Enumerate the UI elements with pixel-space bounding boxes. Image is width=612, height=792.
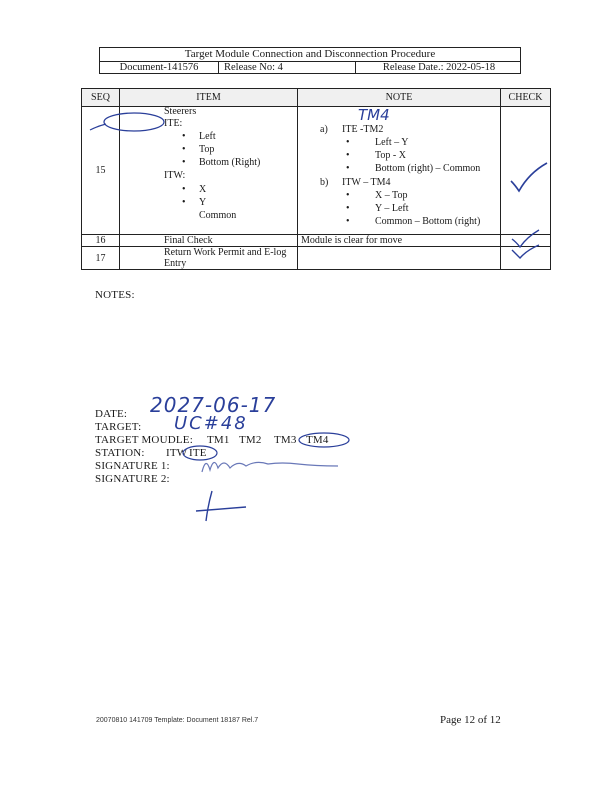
ite-circle-annotation	[88, 108, 168, 136]
date-value[interactable]: 2027-06-17	[150, 393, 277, 417]
station-option-ite[interactable]: ITE	[189, 447, 207, 459]
notes-label: NOTES:	[95, 289, 135, 301]
station-option-itw[interactable]: ITW	[166, 447, 188, 459]
list-item: Left	[199, 131, 216, 142]
column-header-item: ITEM	[120, 89, 298, 107]
document-header	[99, 47, 521, 74]
bullet-icon: •	[346, 203, 350, 214]
row-check[interactable]	[501, 247, 551, 270]
list-item: X	[199, 184, 207, 195]
signature-2-scribble[interactable]	[190, 485, 260, 525]
template-reference: 20070810 141709 Template: Document 18187 Rel.7	[96, 717, 259, 724]
target-module-label: TARGET MOUDLE:	[95, 434, 193, 446]
document-number: Document-141576	[100, 61, 219, 74]
tm4-circle-annotation	[296, 430, 352, 450]
row-item: Return Work Permit and E-log Entry	[120, 247, 298, 270]
list-item: Common – Bottom (right)	[375, 216, 481, 227]
release-number: Release No: 4	[218, 61, 356, 74]
table-header-row	[82, 89, 551, 107]
bullet-icon: •	[182, 197, 186, 208]
bullet-icon: •	[346, 137, 350, 148]
row-note: Module is clear for move	[298, 235, 501, 247]
bullet-icon: •	[346, 150, 350, 161]
signature-1-scribble[interactable]	[198, 450, 348, 480]
bullet-icon: •	[346, 190, 350, 201]
note-marker: b)	[320, 177, 329, 188]
bullet-icon: •	[346, 216, 350, 227]
list-item: X – Top	[375, 190, 408, 201]
row-seq: 17	[82, 247, 120, 270]
list-item: Common	[199, 210, 237, 221]
station-label: STATION:	[95, 447, 145, 459]
list-item: Left – Y	[375, 137, 409, 148]
row-item: Final Check	[120, 235, 298, 247]
bullet-icon: •	[346, 163, 350, 174]
item-heading: Steerers	[164, 106, 197, 117]
list-item: Y	[199, 197, 207, 208]
row-seq: 16	[82, 235, 120, 247]
itw-label: ITW:	[164, 170, 186, 181]
column-header-check: CHECK	[501, 89, 551, 107]
list-item: Y – Left	[375, 203, 409, 214]
list-item: Top - X	[375, 150, 406, 161]
note-itw-text: ITW – TM4	[342, 177, 391, 188]
target-label: TARGET:	[95, 421, 142, 433]
target-value[interactable]: UC#48	[174, 413, 248, 434]
bullet-icon: •	[182, 131, 186, 142]
list-item: Bottom (right) – Common	[375, 163, 481, 174]
row-note	[298, 247, 501, 270]
target-module-option-tm2[interactable]: TM2	[239, 434, 262, 446]
list-item: Top	[199, 144, 215, 155]
bullet-icon: •	[182, 184, 186, 195]
checkmark-icon	[505, 159, 555, 199]
handwritten-correction: TM4	[358, 106, 390, 124]
release-date: Release Date.: 2022-05-18	[382, 62, 496, 73]
target-module-option-tm4[interactable]: TM4	[306, 434, 329, 446]
signature-2-label: SIGNATURE 2:	[95, 473, 170, 485]
target-module-option-tm1[interactable]: TM1	[207, 434, 230, 446]
checkmark-icon	[509, 244, 549, 260]
page-number: Page 12 of 12	[440, 714, 501, 726]
note-marker: a)	[320, 124, 328, 135]
row-seq: 15	[82, 107, 120, 235]
target-module-option-tm3[interactable]: TM3	[274, 434, 297, 446]
row-check[interactable]	[501, 107, 551, 235]
table-row	[82, 235, 551, 247]
signature-1-label: SIGNATURE 1:	[95, 460, 170, 472]
note-ite-text: ITE -TM2	[342, 124, 384, 135]
date-label: DATE:	[95, 408, 128, 420]
column-header-seq: SEQ	[82, 89, 120, 107]
bullet-icon: •	[182, 157, 186, 168]
row-note	[298, 107, 501, 235]
table-row	[82, 247, 551, 270]
bullet-icon: •	[182, 144, 186, 155]
ite-label: ITE:	[164, 118, 183, 129]
column-header-note: NOTE	[298, 89, 501, 107]
document-title: Target Module Connection and Disconnection Procedure	[100, 48, 520, 62]
list-item: Bottom (Right)	[199, 157, 261, 168]
